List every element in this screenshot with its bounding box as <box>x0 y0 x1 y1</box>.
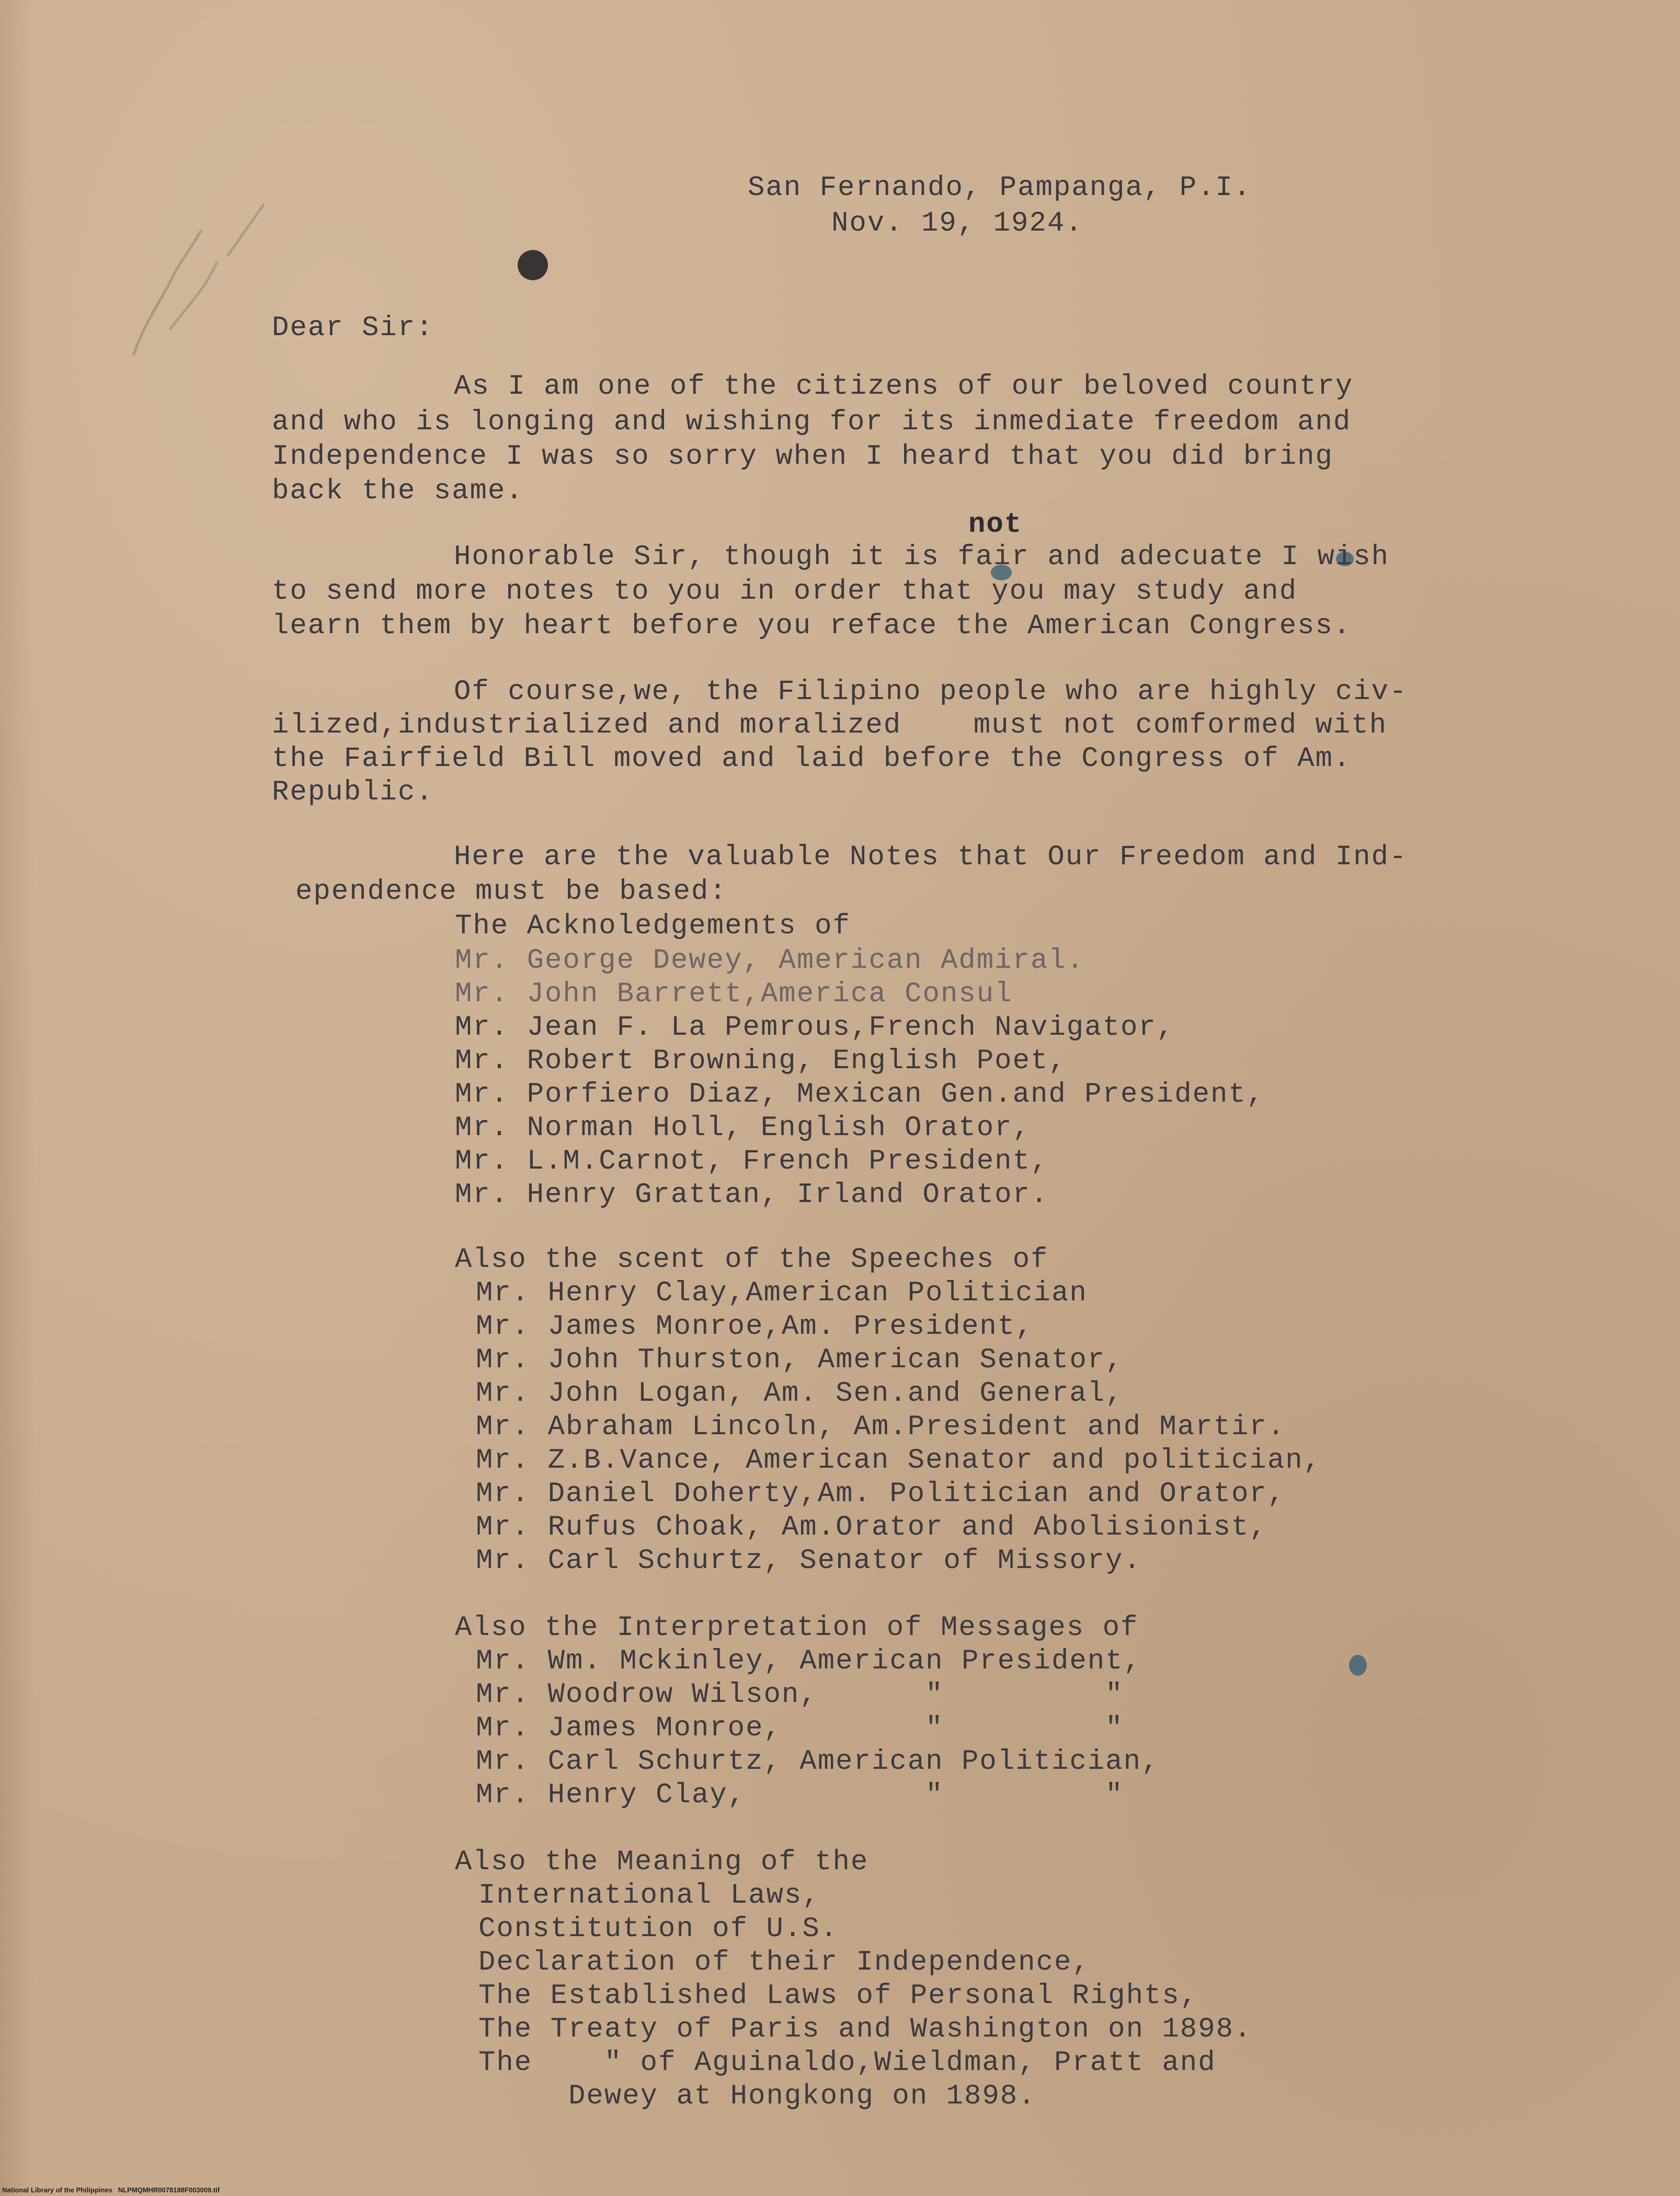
list-heading: Also the Meaning of the <box>455 1846 869 1878</box>
paragraph-line: back the same. <box>272 475 524 507</box>
inserted-word: not <box>968 509 1023 541</box>
paragraph-line: and who is longing and wishing for its inmediate freedom and <box>272 406 1352 438</box>
list-item: Mr. Porfiero Diaz, Mexican Gen.and President, <box>455 1079 1265 1111</box>
paragraph-line: to send more notes to you in order that you may study and <box>272 576 1298 608</box>
list-item: Mr. Henry Grattan, Irland Orator. <box>455 1179 1049 1211</box>
list-item: Mr. Carl Schurtz, Senator of Missory. <box>476 1545 1141 1577</box>
list-item: Mr. Abraham Lincoln, Am.President and Martir. <box>476 1411 1286 1443</box>
paragraph-line: learn them by heart before you reface the American Congress. <box>272 610 1352 642</box>
ink-blot <box>518 250 548 280</box>
list-item: Mr. Carl Schurtz, American Politician, <box>476 1746 1160 1778</box>
paragraph-line: Honorable Sir, though it is fair and adecuate I wish <box>454 541 1390 573</box>
list-item: Mr. Jean F. La Pemrous,French Navigator, <box>455 1012 1175 1044</box>
salutation: Dear Sir: <box>272 312 434 344</box>
paragraph-line: As I am one of the citizens of our beloved country <box>454 371 1354 403</box>
list-heading: Also the Interpretation of Messages of <box>455 1612 1139 1644</box>
paragraph-line: ependence must be based: <box>295 876 727 908</box>
archive-footer: National Library of the Philippines NLPMQMHR0078188F003009.tif <box>2 2186 220 2194</box>
list-heading: The Acknoledgements of <box>455 910 851 942</box>
list-item: Mr. Z.B.Vance, American Senator and politician, <box>476 1445 1322 1477</box>
list-item: Mr. James Monroe,Am. President, <box>476 1311 1034 1343</box>
letter-place: San Fernando, Pampanga, P.I. <box>748 172 1252 204</box>
paragraph-line: Republic. <box>272 776 434 808</box>
paragraph-line: the Fairfield Bill moved and laid before the Congress of Am. <box>272 743 1352 775</box>
list-item: Mr. Henry Clay,American Politician <box>476 1277 1088 1309</box>
list-item: International Laws, <box>478 1880 820 1912</box>
pencil-annotation-mark <box>123 199 280 366</box>
list-item: Mr. Rufus Choak, Am.Orator and Abolisionist, <box>476 1512 1267 1543</box>
ink-spot <box>1349 1655 1367 1676</box>
list-item: Mr. Robert Browning, English Poet, <box>455 1045 1067 1077</box>
paragraph-line: ilized,industrialized and moralized must not comformed with <box>272 710 1388 741</box>
list-item: Mr. Woodrow Wilson, " " <box>476 1679 1124 1711</box>
list-item: Mr. Wm. Mckinley, American President, <box>476 1645 1141 1677</box>
list-item: Declaration of their Independence, <box>478 1947 1090 1978</box>
paragraph-line: Here are the valuable Notes that Our Freedom and Ind- <box>454 841 1408 873</box>
list-item: The Established Laws of Personal Rights, <box>478 1980 1198 2012</box>
list-item: Mr. Daniel Doherty,Am. Politician and Orator, <box>476 1478 1286 1510</box>
list-item: Mr. John Logan, Am. Sen.and General, <box>476 1378 1124 1410</box>
paragraph-line: Of course,we, the Filipino people who are highly civ- <box>454 676 1408 708</box>
list-item: The " of Aguinaldo,Wieldman, Pratt and <box>478 2047 1216 2079</box>
list-item: Mr. James Monroe, " " <box>476 1712 1124 1744</box>
paragraph-line: Independence I was so sorry when I heard that you did bring <box>272 441 1333 473</box>
list-item: Mr. John Barrett,America Consul <box>455 978 1013 1010</box>
list-heading: Also the scent of the Speeches of <box>455 1244 1049 1276</box>
list-item: Mr. John Thurston, American Senator, <box>476 1344 1124 1376</box>
list-item: Mr. Norman Holl, English Orator, <box>455 1112 1031 1144</box>
list-item: Mr. L.M.Carnot, French President, <box>455 1146 1049 1177</box>
letter-date: Nov. 19, 1924. <box>831 208 1083 239</box>
list-item: Mr. George Dewey, American Admiral. <box>455 945 1085 977</box>
list-item: The Treaty of Paris and Washington on 1898. <box>478 2014 1252 2045</box>
list-item: Constitution of U.S. <box>478 1913 839 1945</box>
list-item: Dewey at Hongkong on 1898. <box>478 2080 1036 2112</box>
list-item: Mr. Henry Clay, " " <box>476 1779 1124 1811</box>
